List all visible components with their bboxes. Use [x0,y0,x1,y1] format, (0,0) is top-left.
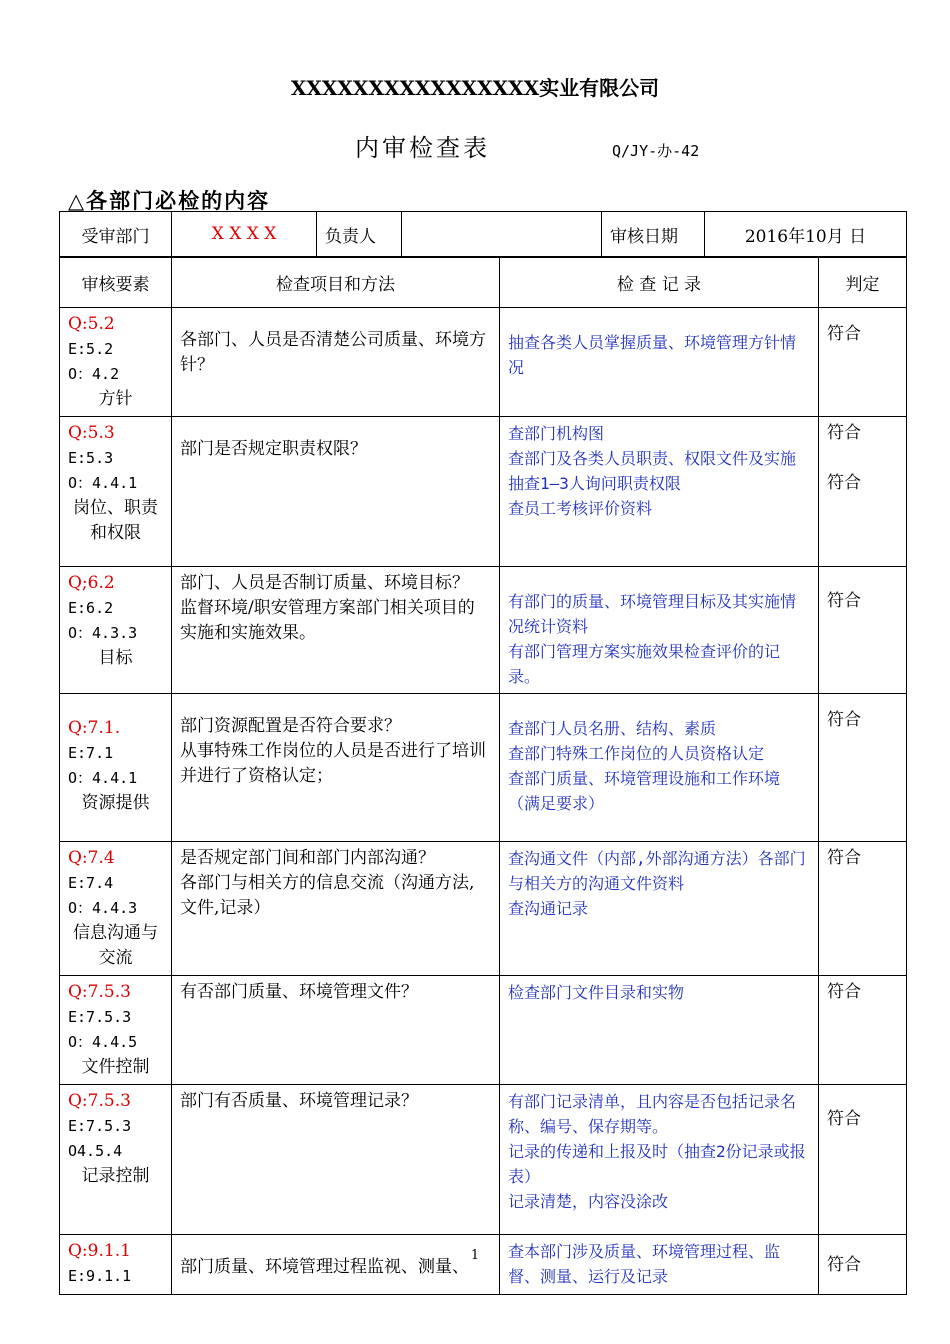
audit-element-cell [60,976,172,1085]
element-name: 记录控制 [81,1166,150,1186]
check-items-cell [172,308,500,417]
audit-element-cell [60,694,172,842]
check-record: 抽查各类人员掌握质量、环境管理方针情况 [508,333,797,377]
clause-e: E:6.2 [68,599,114,617]
check-record: 有部门记录清单，且内容是否包括记录名称、编号、保存期等。 [508,1092,797,1136]
audit-info-table [59,211,907,257]
audit-element-cell [60,567,172,694]
check-record: 查沟通文件（内部,外部沟通方法）各部门与相关方的沟通文件资料 [508,849,806,893]
checklist-row [60,694,907,842]
verdict-cell[interactable] [819,1235,907,1295]
check-items-cell [172,1085,500,1235]
check-item: 部门有否质量、环境管理记录？ [180,1091,418,1111]
element-name: 信息沟通与交流 [73,923,158,968]
owner-label: 负责人 [317,212,402,257]
verdict-cell[interactable] [819,1085,907,1235]
clause-o: O：4.4.3 [68,899,138,917]
check-record: 记录清楚，内容没涂改 [508,1192,669,1211]
clause-q: Q:7.5.3 [68,1091,131,1111]
checklist-table [59,257,907,1295]
check-items-cell [172,976,500,1085]
verdict-cell[interactable] [819,308,907,417]
checklist-row [60,1235,907,1295]
check-item: 部门是否规定职责权限？ [180,439,367,459]
checklist-row [60,567,907,694]
check-item: 各部门与相关方的信息交流（沟通方法,文件,记录） [180,873,475,918]
check-items-cell [172,417,500,567]
dept-value[interactable]: X X X X [172,212,317,257]
checklist-row [60,417,907,567]
clause-q: Q;6.2 [68,573,115,593]
check-record-cell[interactable] [500,1235,819,1295]
verdict: 符合 [827,848,861,868]
check-item: 部门资源配置是否符合要求？ [180,716,401,736]
verdict-cell[interactable] [819,567,907,694]
check-record: 查本部门涉及质量、环境管理过程、监督、测量、运行及记录 [508,1242,781,1286]
check-record-cell[interactable] [500,417,819,567]
audit-element-cell [60,1235,172,1295]
check-record: 查沟通记录 [508,899,589,918]
clause-o: O：4.4.1 [68,769,138,787]
verdict-cell[interactable] [819,417,907,567]
verdict: 符合 [827,324,861,344]
check-record: 抽查1—3人询问职责权限 [508,474,681,493]
check-item: 各部门、人员是否清楚公司质量、环境方针？ [180,330,486,375]
clause-e: E:5.3 [68,449,114,467]
check-record: 查部门及各类人员职责、权限文件及实施 [508,449,797,468]
date-value[interactable]: 2016年10月 日 [705,212,907,257]
page-number: 1 [470,1248,480,1263]
col-header-items: 检查项目和方法 [172,258,500,308]
verdict-cell[interactable] [819,694,907,842]
check-items-cell [172,842,500,976]
check-record: 记录的传递和上报及时（抽查2份记录或报表） [508,1142,806,1186]
clause-q: Q:5.2 [68,314,115,334]
col-header-verdict: 判定 [819,258,907,308]
clause-q: Q:5.3 [68,423,115,443]
verdict: 符合 [827,1255,861,1275]
check-item: 是否规定部门间和部门内部沟通？ [180,848,435,868]
check-record-cell[interactable] [500,308,819,417]
verdict: 符合 [827,473,861,493]
clause-o: O：4.3.3 [68,624,138,642]
check-record: 检查部门文件目录和实物 [508,983,685,1002]
section-heading: △各部门必检的内容 [68,188,271,213]
verdict: 符合 [827,710,861,730]
clause-q: Q:9.1.1 [68,1241,131,1261]
check-record: 有部门管理方案实施效果检查评价的记录。 [508,642,781,686]
check-record-cell[interactable] [500,976,819,1085]
col-header-records: 检 查 记 录 [500,258,819,308]
clause-o: O：4.2 [68,365,120,383]
clause-q: Q:7.4 [68,848,115,868]
clause-e: E:7.4 [68,874,114,892]
check-item: 从事特殊工作岗位的人员是否进行了培训并进行了资格认定； [180,741,486,786]
clause-o: O：4.4.1 [68,474,138,492]
col-header-element: 审核要素 [60,258,172,308]
company-name: XXXXXXXXXXXXXXXX实业有限公司 [290,76,660,100]
check-items-cell [172,694,500,842]
audit-element-cell [60,308,172,417]
owner-value[interactable] [402,212,602,257]
check-record: 查员工考核评价资料 [508,499,653,518]
clause-o: O：4.4.5 [68,1033,138,1051]
dept-label: 受审部门 [60,212,172,257]
verdict: 符合 [827,423,861,443]
check-record-cell[interactable] [500,842,819,976]
clause-e: E:7.5.3 [68,1008,132,1026]
check-items-cell [172,567,500,694]
checklist-row [60,308,907,417]
clause-e: E:5.2 [68,340,114,358]
audit-element-cell [60,1085,172,1235]
check-record-cell[interactable] [500,1085,819,1235]
verdict: 符合 [827,591,861,611]
element-name: 资源提供 [81,793,150,813]
clause-e: E:9.1.1 [68,1267,132,1285]
verdict-cell[interactable] [819,842,907,976]
checklist-row [60,976,907,1085]
form-title: 内审检查表 [355,134,490,162]
check-record: 有部门的质量、环境管理目标及其实施情况统计资料 [508,592,797,636]
check-item: 监督环境/职安管理方案部门相关项目的实施和实施效果。 [180,598,475,643]
clause-e: E:7.5.3 [68,1117,132,1135]
element-name: 方针 [98,389,133,409]
check-item: 有否部门质量、环境管理文件？ [180,982,418,1002]
checklist-row [60,1085,907,1235]
date-label: 审核日期 [602,212,705,257]
clause-q: Q:7.1. [68,718,121,738]
clause-e: E:7.1 [68,744,114,762]
clause-q: Q:7.5.3 [68,982,131,1002]
check-record: 查部门人员名册、结构、素质 [508,719,717,738]
checklist-row [60,842,907,976]
document-number: Q/JY-办-42 [612,142,700,160]
check-item: 部门质量、环境管理过程监视、测量、 [180,1257,469,1277]
verdict: 符合 [827,1109,861,1129]
checklist-header-row [60,258,907,308]
check-record: 查部门特殊工作岗位的人员资格认定 [508,744,765,763]
verdict: 符合 [827,982,861,1002]
audit-element-cell [60,417,172,567]
check-record: 查部门质量、环境管理设施和工作环境（满足要求） [508,769,781,813]
element-name: 目标 [98,648,133,668]
check-record-cell[interactable] [500,567,819,694]
element-name: 岗位、职责和权限 [73,498,158,543]
check-record: 查部门机构图 [508,424,605,443]
check-item: 部门、人员是否制订质量、环境目标？ [180,573,469,593]
check-items-cell [172,1235,500,1295]
verdict-cell[interactable] [819,976,907,1085]
check-record-cell[interactable] [500,694,819,842]
audit-element-cell [60,842,172,976]
element-name: 文件控制 [81,1057,150,1077]
clause-o: O4.5.4 [68,1142,123,1160]
